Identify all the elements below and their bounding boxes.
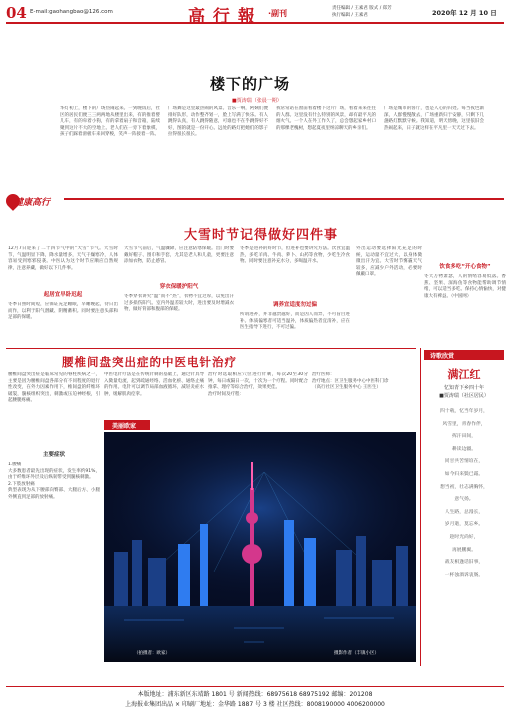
section-label: ·副刊 [268, 9, 288, 18]
masthead-rule [6, 22, 504, 24]
feature2-col2b: 冬季穿衣讲究“温”而不“热”，衣物不宜过厚，以免出汗过多损伤阳气。室内外温差较大时，进出要及时增减衣物，做好背部和腹部的保暖。 [124, 294, 234, 313]
city-skyline-photo [104, 432, 416, 662]
feature2-subhead-b: 穿衣保暖护阳气 [159, 284, 199, 290]
feature1-byline: ■贾涛瑞（张晨一期） [232, 98, 282, 104]
editor-line-2: 执行编辑 / 王素君 [332, 13, 368, 18]
health-banner-rule [6, 198, 504, 200]
poem-subtitle: 忆知青下乡四十年 [443, 385, 484, 391]
poem-line: 人生路，总漫长， [444, 509, 484, 515]
issue-date: 2020年 12 月 10 日 [432, 9, 497, 17]
feature2-col3: 冬季是进补的好时节，但进补也要讲究方法。饮食宜温热，多吃羊肉、牛肉、萝卜、山药等食物，少吃生冷食物。同时要注意补充水分，多喝温开水。 [240, 246, 350, 265]
feature1-col3: 我常常站在窗前看着楼下这片广场，看着来来往往的人群。这里没有什么特别的风景，却有最平凡的烟火气。一个人在外工作久了，总会想起家乡村口的那棵老槐树，想起夏夜里纳凉聊天的乡亲们。 [276, 106, 376, 131]
feature3-col4: 治疗医师： 治疗地点：区卫生服务中心中医科门诊 （高行社区卫生服务中心 王医生） [312, 372, 389, 391]
feature2-subhead-a: 起居宜早卧迟起 [43, 292, 83, 298]
poem-line: 一杯浊酒诉衷肠。 [444, 572, 484, 578]
photo-tag [104, 420, 150, 430]
poem-line: 再展鹏翼。 [452, 547, 476, 553]
poem-tag [424, 350, 504, 360]
photo-caption-right: 摄影作者（丰镇小区） [334, 651, 379, 656]
email: E-mail:gaohangbao@126.com [30, 9, 113, 15]
feature1-title: 楼下的广场 [210, 75, 291, 93]
poem-line: 趁时光尚好， [449, 534, 479, 540]
poem-title: 满江红 [447, 368, 481, 381]
editor-line-1: 责任编辑 / 王素君 版式 / 郑芳 [332, 6, 392, 11]
feature1-col4: 广场是城市的客厅，也是人心的归处。每当夜色渐深，人群慢慢散去，广场重新归于安静，只剩下几盏路灯默默守候。我知道，明天傍晚，这里依旧会热闹起来，日子就这样在平凡里一天天过下去。 [384, 106, 484, 131]
feature2-subhead-d: 饮食多吃“开心食物” [439, 264, 491, 270]
photo-frame [104, 432, 416, 662]
poem-line: 战友相逢话旧事， [444, 560, 484, 566]
feature3-subhead: 主要症状 [42, 452, 65, 458]
feature2-col3b: 所谓进补，并非越贵越好，而是因人而异，不可盲目进补。体质偏寒者可适当温补，体质偏热者宜清补，应在医生指导下进行，不可过偏。 [240, 312, 350, 331]
poem-tag-label: 诗歌欣赏 [430, 353, 455, 360]
feature3-col2: 中医电针疗法是在传统针刺的基础上，通过针具导入微量电流，起到疏通经络、活血化瘀、通络止痛的作用。电针可以调节局部血液循环，减轻炎症水肿，缓解肌肉痉挛。 [104, 372, 204, 397]
feature3-rule [6, 348, 416, 349]
poem-lines [424, 406, 504, 582]
health-logo-text: 健康高行 [14, 198, 51, 208]
poem-line: 挥汗田间， [452, 434, 476, 440]
footer-line-2: 上海报业集团出品 × 印刷厂地址：金华路 1887 号 3 楼 社区热线：8008190000 4006200000 [125, 701, 385, 708]
feature2-col2: 大雪节气前后，气温骤降，应注意防寒保暖。出门时要戴好帽子、围巾和手套，尤其是老人和儿童，更要注意添加衣物，防止感冒。 [124, 246, 234, 265]
feature3-col1: 腰椎间盘突出症是临床常见的脊柱疾病之一，主要是因为腰椎间盘各部分有不同程度的退行性改变，在外力因素作用下，椎间盘的纤维环破裂，髓核组织突出，刺激或压迫神经根，引起腰腿疼痛。 [8, 372, 100, 404]
logo: 高 行 報 [188, 7, 256, 27]
feature3-col3: 治疗时选取相应穴位进行针刺，每次20至30分钟，每日或隔日一次，十次为一个疗程。同时配合推拿、理疗等综合治疗，效果更佳。 治疗时间及疗程： [208, 372, 308, 397]
poem-line: 意气扬。 [454, 497, 474, 503]
feature2-col1b: 冬季日照时间短，应保证充足睡眠，早睡晚起，待日出而作，以利于阳气潜藏、阴精蓄积。同时要注意头部和足部的保暖。 [8, 302, 118, 321]
feature2-col4b: 冬天万物萧瑟，人的情绪容易低落。香蕉、坚果、深海鱼等食物能帮助调节情绪，可以适当多吃。保持心情愉快，对健康大有裨益。（中国网） [424, 274, 506, 299]
poem-author: ■贾涛瑞（社区居民） [439, 393, 489, 399]
health-logo [6, 190, 64, 212]
masthead [0, 0, 510, 27]
poem-line: 想当初，壮志满胸怀， [440, 484, 488, 490]
page-number: 04 [6, 4, 27, 22]
feature3-col1b: 1.腰痛 大多数患者最先出现的症状，发生率约91%，由于纤维环外层及后纵韧带受到髓核刺激。 2.下肢放射痛 典型表现为从下腰部向臀部、大腿后方、小腿外侧直到足部的放射痛。 [8, 462, 100, 500]
poem-divider [420, 348, 421, 666]
feature1-col2: 广场舞是这里最热闹的风景。音乐一响，阿姨们便排好队形，动作整齐划一，脸上写满了快乐。有人跳得认真，有人跳得随意，可谁也不在乎跳得好不好，图的就是一份开心。远处的路灯把她们的影子拉得很长很长。 [168, 106, 268, 138]
poem-line: 如今归来鬓已霜。 [444, 471, 484, 477]
poem-line: 四十载，忆当年岁月， [440, 409, 488, 414]
poem-line: 岁月逝，莫忘乡。 [444, 522, 484, 528]
photo-caption-left: （拍摄者：欧家） [134, 651, 170, 656]
footer-line-1: 本版地址：浦东新区东靖路 1801 号 新闻热线：68975618 68975192 邮编：201208 [137, 691, 373, 698]
feature2-subhead-c: 调养宜适度勿过偏 [272, 302, 317, 308]
feature2-col4: 外出运动要选择阳光充足的时候，运动量不宜过大，以身体微微出汗为宜。大雪时节雾霾天气较多，应减少户外活动，必要时佩戴口罩。 [356, 246, 422, 278]
poem-line: 耕读边疆。 [452, 446, 476, 452]
poem-line: 风雪里，青春作伴， [442, 421, 486, 427]
footer-rule [6, 686, 504, 687]
feature3-title: 腰椎间盘突出症的中医电针治疗 [62, 355, 237, 369]
feature2-col1: 12月7日迎来了二十四节气中的“大雪”节气。大雪时节，气温明显下降，降水量增多，天气干燥寒冷，人体容易受到寒邪侵袭。中医认为这个时节应顺应自然规律，注意养藏，做好以下几件事。 [8, 246, 118, 271]
poem-line: 同甘共苦情谊在， [444, 459, 484, 465]
feature1-col1: 华灯初上，楼下的广场热闹起来。一到晚饭后，社区的居民们便三三两两地从楼里出来，有的推着婴儿车，有的牵着小狗，有的拿着扇子和音箱，陆续聚到这片不大的空地上。老人们在一旁下着象棋，孩子们踩着滑板车来回穿梭，笑声一阵接着一阵。 [60, 106, 160, 138]
photo-tag-label: 美丽欧家 [112, 423, 137, 430]
feature2-title: 大雪时节记得做好四件事 [184, 228, 339, 243]
